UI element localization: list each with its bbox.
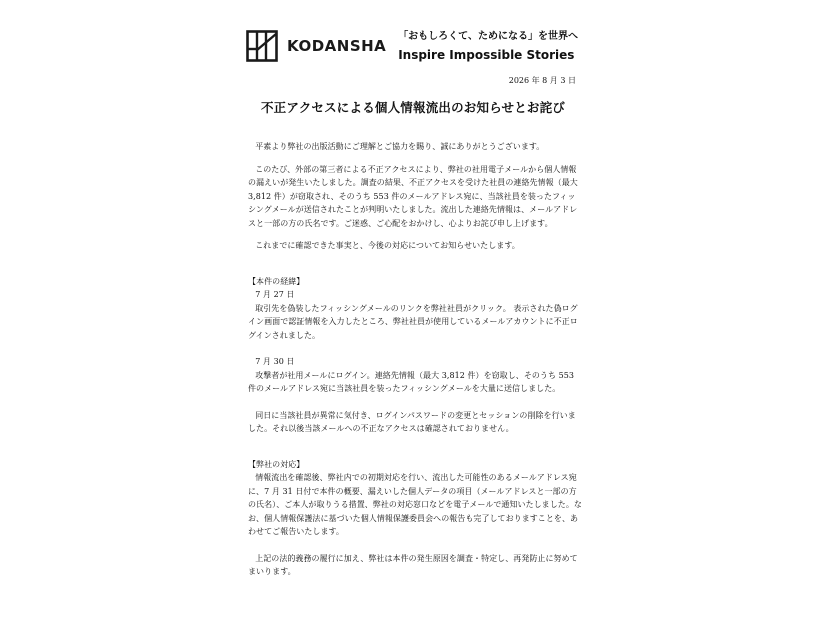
- timeline-text-3: 同日に当該社員が異常に気付き、ログインパスワードの変更とセッションの削除を行いました。それ以後当該メールへの不正なアクセスは確認されておりません。: [248, 410, 576, 433]
- logo-wordmark: KODANSHA: [287, 37, 387, 55]
- kodansha-logo: [246, 30, 386, 62]
- timeline-text-1: 取引先を偽装したフィッシングメールのリンクを弊社社員がクリック。 表示された偽ログイン画面で認証情報を入力したところ、弊社社員が使用しているメールアカウントに不正ログインされました。: [248, 303, 578, 340]
- notice-body: [248, 140, 582, 579]
- slogan-japanese: 「おもしろくて、ためになる」を世界へ: [398, 31, 578, 42]
- incident-summary-paragraph: このたび、外部の第三者による不正アクセスにより、弊社の社用電子メールから個人情報の漏えいが発生いたしました。調査の結果、不正アクセスを受けた社員の連絡先情報（最大 3,812 件）が窃取され、そのうち 553 件のメールアドレス宛に、当該社員を装ったフィッシングメールが送信されたことが判明いたしました。流出した連絡先情報は、メールアドレスと一部の方の氏名です。ご迷惑、ご心配をおかけし、心よりお詫び申し上げます。: [248, 164, 578, 228]
- timeline-date-2: 7 月 30 日: [255, 357, 295, 366]
- response-text-1: 情報流出を確認後、弊社内での初期対応を行い、流出した可能性のあるメールアドレス宛に、7 月 31 日付で本件の概要、漏えいした個人データの項目（メールアドレスと一部の方の氏名）、ご本人が取りうる措置、弊社の対応窓口などを電子メールで通知いたしました。なお、個人情報保護法に基づいた個人情報保護委員会への報告も完了しておりますことを、あわせてご報告いたします。: [248, 473, 582, 536]
- timeline-text-2: 攻撃者が社用メールにログイン。連絡先情報（最大 3,812 件）を窃取し、そのうち 553 件のメールアドレス宛に当該社員を装ったフィッシングメールを大量に送信しました。: [248, 370, 575, 393]
- greeting-paragraph: 平素より弊社の出版活動にご理解とご協力を賜り、誠にありがとうございます。: [255, 142, 545, 151]
- response-text-2: 上記の法的義務の履行に加え、弊社は本件の発生原因を調査・特定し、再発防止に努めてまいります。: [248, 553, 578, 576]
- notice-title: 不正アクセスによる個人情報流出のお知らせとお詫び: [260, 100, 566, 115]
- kodansha-logo-mark-icon: [246, 30, 278, 62]
- timeline-date-1: 7 月 27 日: [255, 290, 295, 299]
- slogan-english: Inspire Impossible Stories: [398, 48, 575, 62]
- notice-date: 2026 年 8 月 3 日: [508, 76, 576, 85]
- slogan: [398, 30, 578, 64]
- timeline-heading: 【本件の経緯】: [248, 276, 305, 286]
- intro-paragraph: これまでに確認できた事実と、今後の対応についてお知らせいたします。: [255, 241, 520, 250]
- response-heading: 【弊社の対応】: [248, 459, 305, 469]
